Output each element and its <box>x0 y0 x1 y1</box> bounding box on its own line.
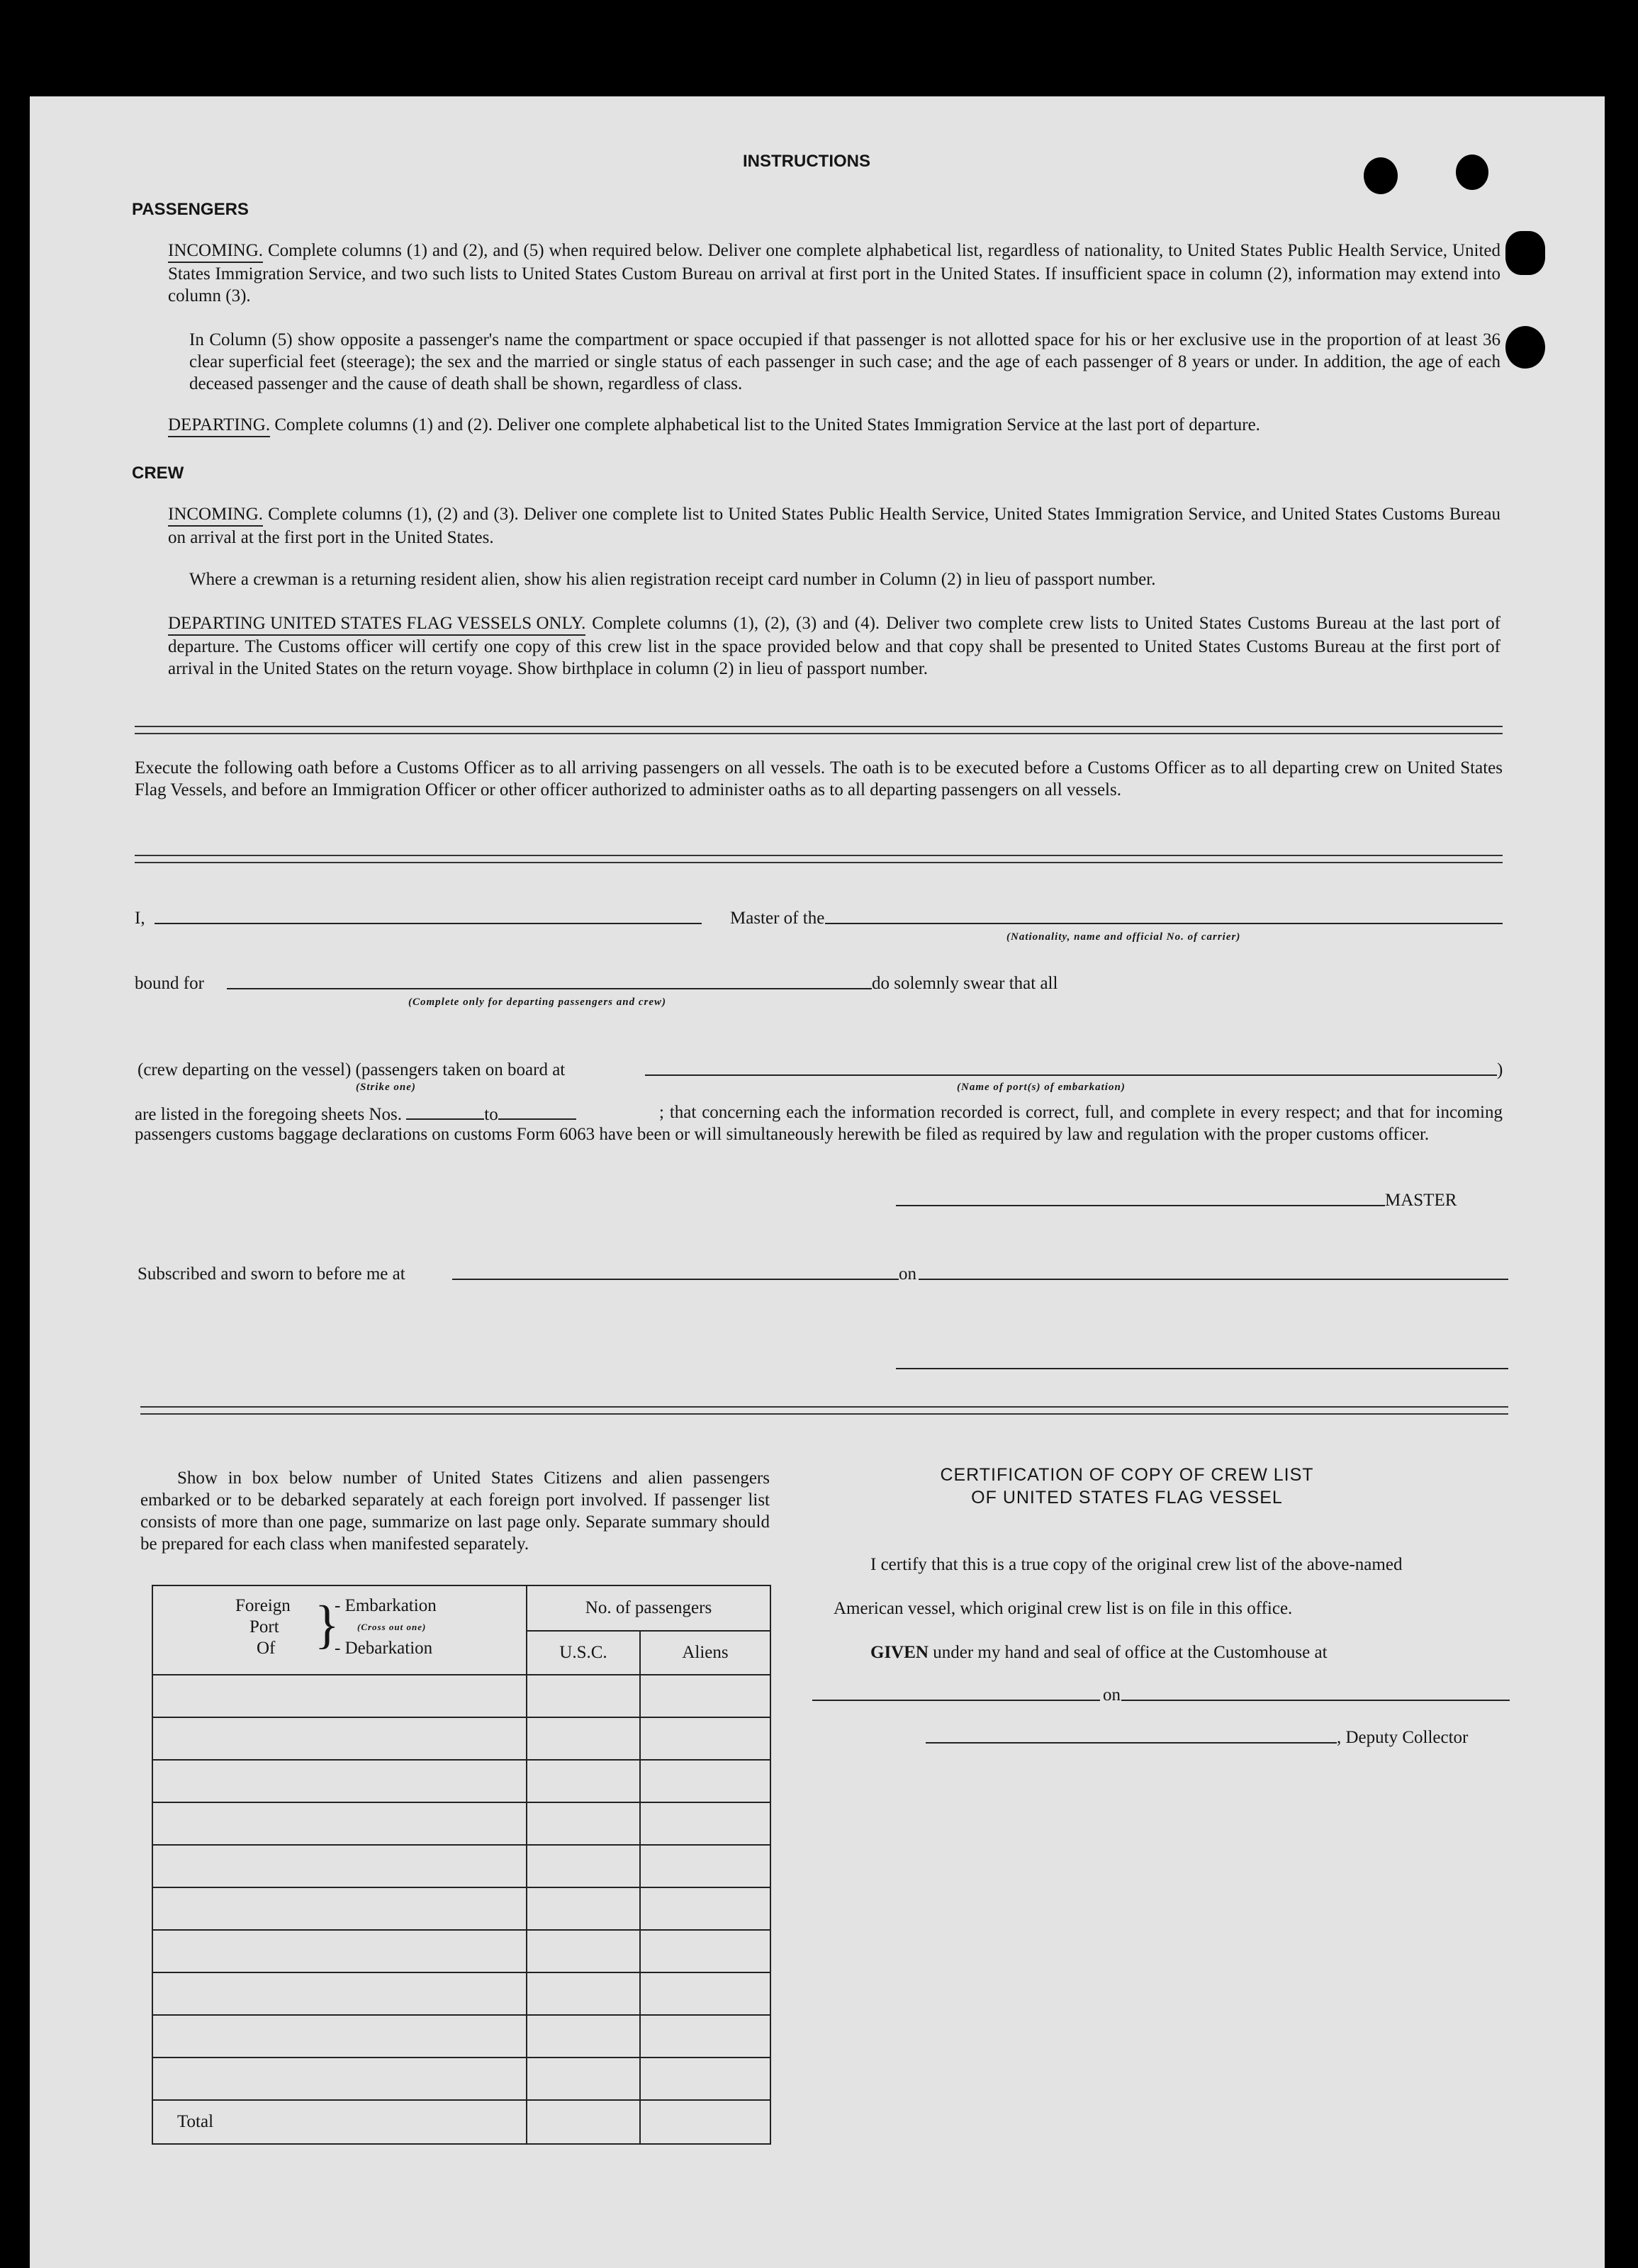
passenger-summary-table <box>152 1585 771 2145</box>
port-cell[interactable] <box>152 2058 527 2100</box>
officer-signature-field[interactable] <box>896 1368 1508 1369</box>
summary-instructions: Show in box below number of United States Citizens and alien passengers embarked or to be debarked separately at each foreign port involved. If passenger list consists of more than one page, summarize on last page only. Separate summary should be prepared for each class when manifested separately. <box>140 1469 770 1554</box>
deputy-label: , Deputy Collector <box>1337 1728 1469 1747</box>
passengers-incoming-label: INCOMING. <box>168 240 263 263</box>
usc-cell[interactable] <box>527 1760 640 1802</box>
passengers-header: No. of passengers <box>527 1585 770 1631</box>
deputy-signature-field[interactable] <box>926 1742 1337 1744</box>
port-cell[interactable] <box>152 1675 527 1717</box>
passengers-heading: PASSENGERS <box>132 200 249 219</box>
aliens-cell[interactable] <box>640 1845 770 1887</box>
total-aliens-cell[interactable] <box>640 2100 770 2144</box>
master-of-label: Master of the <box>702 907 827 929</box>
cert-on-label: on <box>1103 1685 1121 1705</box>
usc-header: U.S.C. <box>527 1631 640 1675</box>
usc-cell[interactable] <box>527 1972 640 2015</box>
crew-incoming-text: Complete columns (1), (2) and (3). Deliver one complete list to United States Public Health Service, United States Immigration Service, and United States Customs Bureau on arrival at the first port in the United States. <box>168 505 1500 547</box>
port-cell[interactable] <box>152 2015 527 2058</box>
port-cell[interactable] <box>152 1887 527 1930</box>
usc-cell[interactable] <box>527 1930 640 1972</box>
usc-cell[interactable] <box>527 1887 640 1930</box>
cert-date-field[interactable] <box>1121 1700 1510 1701</box>
passengers-departing-paragraph <box>168 414 1500 437</box>
binder-hole <box>1505 231 1545 275</box>
crew-flag-text: Complete columns (1), (2), (3) and (4). Deliver two complete crew lists to United States Customs Bureau at the last port of departure. The Customs officer will certify one copy of this crew list in the space provided below and that copy shall be presented to United States Customs Bureau at the first port of arrival in the United States on the return voyage. Show birthplace in column (2) in lieu of passport number. <box>168 614 1500 678</box>
aliens-cell[interactable] <box>640 1760 770 1802</box>
aliens-cell[interactable] <box>640 1972 770 2015</box>
oath-instructions: Execute the following oath before a Customs Officer as to all arriving passengers on all vessels. The oath is to be executed before a Customs Officer as to all departing crew on United States Flag Vessels, and before an Immigration Officer or other officer authorized to administer oaths as to all departing passengers on all vessels. <box>135 758 1503 799</box>
complete-only-caption: (Complete only for departing passengers and crew) <box>408 997 666 1008</box>
aliens-cell[interactable] <box>640 1802 770 1845</box>
certification-title-line2: OF UNITED STATES FLAG VESSEL <box>971 1488 1283 1508</box>
port-cell[interactable] <box>152 1760 527 1802</box>
page-title: INSTRUCTIONS <box>743 152 870 171</box>
crew-flag-label: DEPARTING UNITED STATES FLAG VESSELS ONLY. <box>168 612 585 636</box>
sworn-date-field[interactable] <box>919 1279 1508 1280</box>
customhouse-field[interactable] <box>812 1700 1100 1701</box>
section-divider <box>135 855 1503 863</box>
table-row <box>152 1845 770 1887</box>
section-divider <box>135 726 1503 734</box>
passengers-departing-label: DEPARTING. <box>168 414 270 437</box>
port-cell[interactable] <box>152 1845 527 1887</box>
aliens-cell[interactable] <box>640 2015 770 2058</box>
col-foreign: Foreign <box>235 1596 291 1615</box>
sworn-on-label: on <box>899 1264 916 1284</box>
port-cell[interactable] <box>152 1972 527 2015</box>
sworn-place-field[interactable] <box>452 1279 899 1280</box>
table-row <box>152 1930 770 1972</box>
aliens-cell[interactable] <box>640 1930 770 1972</box>
total-label: Total <box>152 2100 527 2144</box>
certification-title-line1: CERTIFICATION OF COPY OF CREW LIST <box>940 1465 1314 1485</box>
to-label: to <box>484 1105 498 1124</box>
section-divider <box>140 1406 1508 1415</box>
certify-line2: American vessel, which original crew list is on file in this office. <box>834 1599 1293 1618</box>
bound-for-field[interactable] <box>227 988 872 989</box>
carrier-field[interactable] <box>825 923 1503 924</box>
given-bold: GIVEN <box>870 1643 929 1662</box>
master-label: MASTER <box>1385 1191 1457 1210</box>
aliens-cell[interactable] <box>640 2058 770 2100</box>
crew-incoming-paragraph <box>168 503 1500 549</box>
aliens-header: Aliens <box>640 1631 770 1675</box>
usc-cell[interactable] <box>527 1845 640 1887</box>
table-row <box>152 2058 770 2100</box>
col-port: Port <box>249 1617 279 1637</box>
col-of: Of <box>257 1639 276 1658</box>
resident-alien-paragraph: Where a crewman is a returning resident alien, show his alien registration receipt card number in Column (2) in lieu of passport number. <box>189 570 1156 589</box>
nationality-caption: (Nationality, name and official No. of carrier) <box>1006 931 1241 943</box>
listed-prefix: are listed in the foregoing sheets Nos. <box>135 1105 402 1124</box>
binder-hole <box>1505 326 1545 369</box>
master-name-field[interactable] <box>155 923 722 924</box>
column5-paragraph: In Column (5) show opposite a passenger's name the compartment or space occupied if that passenger is not allotted space for his or her exclusive use in the proportion of at least 36 clear superficial feet (steerage); the sex and the married or single status of each passenger in such case; and the age of each passenger of 8 years or under. In addition, the age of each deceased passenger and the cause of death shall be shown, regardless of class. <box>189 330 1500 393</box>
ports-caption: (Name of port(s) of embarkation) <box>957 1082 1126 1093</box>
aliens-cell[interactable] <box>640 1887 770 1930</box>
total-row <box>152 2100 770 2144</box>
strike-one-caption: (Strike one) <box>356 1082 416 1093</box>
oath-i-label: I, <box>135 909 145 928</box>
table-row <box>152 1717 770 1760</box>
crew-heading: CREW <box>132 464 184 483</box>
passengers-incoming-text: Complete columns (1) and (2), and (5) when required below. Deliver one complete alphabetical list, regardless of nationality, to United States Public Health Service, United States Immigration Service, and two such lists to United States Custom Bureau on arrival at first port in the United States. If insufficient space in column (2), information may extend into column (3). <box>168 241 1501 305</box>
crew-departing-label: (crew departing on the vessel) (passengers taken on board at <box>138 1060 566 1079</box>
table-row <box>152 1972 770 2015</box>
given-line <box>870 1641 1328 1663</box>
left-brace: } <box>315 1595 340 1654</box>
passengers-incoming-paragraph <box>168 240 1500 307</box>
aliens-cell[interactable] <box>640 1675 770 1717</box>
embarkation-ports-field[interactable] <box>645 1074 1497 1076</box>
passengers-departing-text: Complete columns (1) and (2). Deliver one complete alphabetical list to the United States Immigration Service at the last port of departure. <box>274 415 1260 434</box>
usc-cell[interactable] <box>527 1717 640 1760</box>
binder-hole <box>1456 155 1488 190</box>
bound-for-label: bound for <box>135 974 204 993</box>
master-signature-field[interactable] <box>896 1205 1385 1206</box>
listed-rest-text: ; that concerning each the information recorded is correct, full, and complete in every respect; and that for incoming passengers customs baggage declarations on customs Form 6063 have been or will simultaneously herewith be filed as required by law and regulation with the proper customs officer. <box>135 1103 1503 1144</box>
col-embarkation: - Embarkation <box>335 1596 437 1615</box>
usc-cell[interactable] <box>527 1802 640 1845</box>
foreign-port-header <box>152 1585 527 1675</box>
aliens-cell[interactable] <box>640 1717 770 1760</box>
col-cross: (Cross out one) <box>357 1622 427 1632</box>
port-cell[interactable] <box>152 1802 527 1845</box>
col-debarkation: - Debarkation <box>335 1639 433 1658</box>
certify-line1: I certify that this is a true copy of the original crew list of the above-named <box>870 1555 1403 1574</box>
table-row <box>152 1760 770 1802</box>
usc-cell[interactable] <box>527 2015 640 2058</box>
table-row <box>152 1802 770 1845</box>
given-rest: under my hand and seal of office at the Customhouse at <box>933 1643 1328 1662</box>
total-usc-cell[interactable] <box>527 2100 640 2144</box>
crew-incoming-label: INCOMING. <box>168 503 263 527</box>
usc-cell[interactable] <box>527 1675 640 1717</box>
form-page <box>30 96 1605 2268</box>
port-cell[interactable] <box>152 1717 527 1760</box>
subscribed-label: Subscribed and sworn to before me at <box>138 1264 405 1284</box>
crew-flag-paragraph <box>168 612 1500 680</box>
table-row <box>152 2015 770 2058</box>
binder-hole <box>1364 157 1398 194</box>
table-row <box>152 1887 770 1930</box>
swear-label: do solemnly swear that all <box>872 974 1058 993</box>
usc-cell[interactable] <box>527 2058 640 2100</box>
close-paren: ) <box>1497 1060 1503 1079</box>
table-row <box>152 1675 770 1717</box>
port-cell[interactable] <box>152 1930 527 1972</box>
